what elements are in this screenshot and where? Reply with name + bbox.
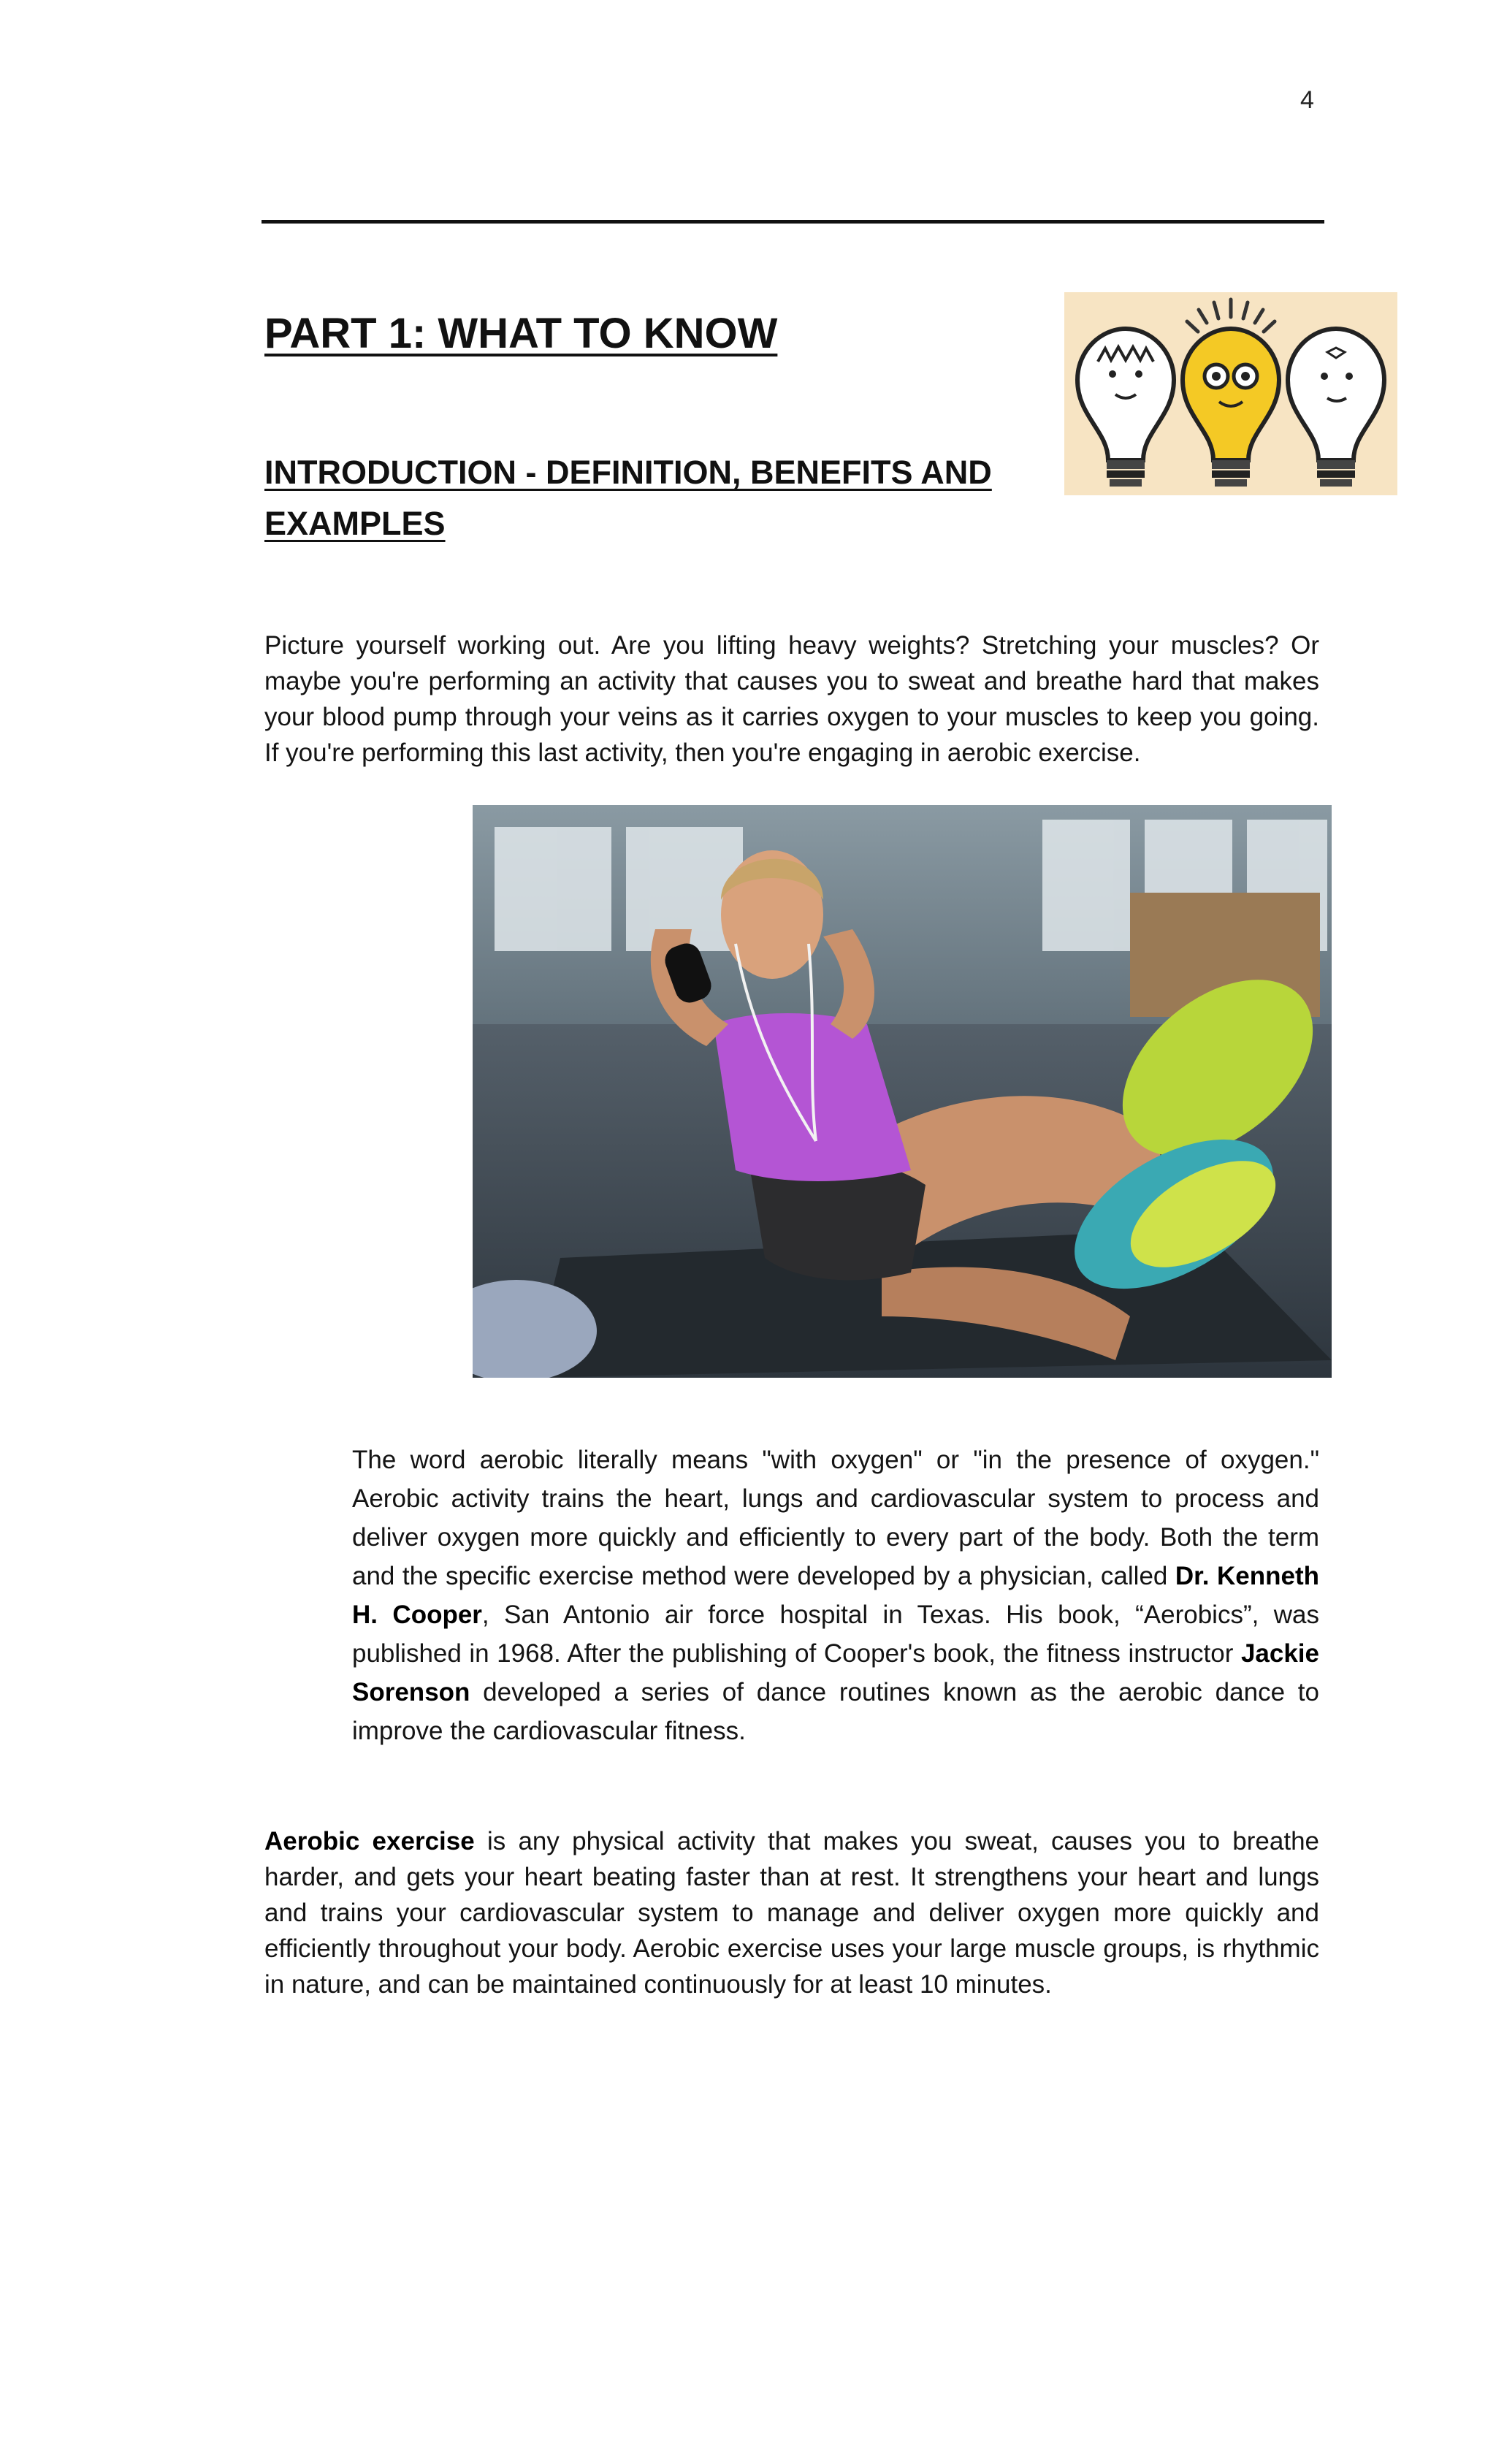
paragraph-text: , San Antonio air force hospital in Texas. His book, “Aerobics”, was published in 1968. After the publishing of Cooper's book, the fitness instructor bbox=[352, 1601, 1319, 1668]
aerobic-exercise-term: Aerobic exercise bbox=[264, 1827, 475, 1855]
sorenson-name: Jackie Sorenson bbox=[352, 1639, 1319, 1706]
right-bulb-icon bbox=[1288, 329, 1384, 487]
left-bulb-icon bbox=[1077, 329, 1174, 487]
aerobic-exercise-paragraph bbox=[264, 1823, 1319, 2002]
cooper-name: Dr. Kenneth H. Cooper bbox=[352, 1562, 1319, 1629]
part-title: PART 1: WHAT TO KNOW bbox=[264, 310, 778, 357]
paragraph-text: The word aerobic literally means "with oxygen" or "in the presence of oxygen." Aerobic activity trains the heart, lungs and cardiovascular system to process and deliver oxygen more quickly and efficiently to every part of the body. Both the term and the specific exercise method were developed by a physician, called bbox=[352, 1446, 1319, 1590]
paragraph-text: is any physical activity that makes you sweat, causes you to breathe harder, and gets your heart beating faster than at rest. It strengthens your heart and lungs and trains your cardiovascular system to manage and deliver oxygen more quickly and efficiently throughout your body. Aerobic exercise uses your large muscle groups, is rhythmic in nature, and can be maintained continuously for at least 10 minutes. bbox=[264, 1827, 1320, 1999]
header-rule bbox=[262, 220, 1324, 224]
intro-paragraph: Picture yourself working out. Are you lifting heavy weights? Stretching your muscles? Or maybe you're performing an activity that causes you to sweat and breathe hard that makes your blood pump through your veins as it carries oxygen to your muscles to keep you going. If you're performing this last activity, then you're engaging in aerobic exercise. bbox=[264, 631, 1319, 767]
workout-photo bbox=[473, 805, 1332, 1378]
middle-bulb-icon bbox=[1183, 329, 1279, 487]
light-bulbs-illustration bbox=[1064, 292, 1397, 495]
paragraph-text: developed a series of dance routines known as the aerobic dance to improve the cardiovascular fitness. bbox=[352, 1678, 1319, 1745]
aerobic-definition-paragraph bbox=[352, 1441, 1319, 1750]
page-number: 4 bbox=[1300, 86, 1314, 114]
intro-heading: INTRODUCTION - DEFINITION, BENEFITS AND EXAMPLES bbox=[264, 454, 992, 542]
